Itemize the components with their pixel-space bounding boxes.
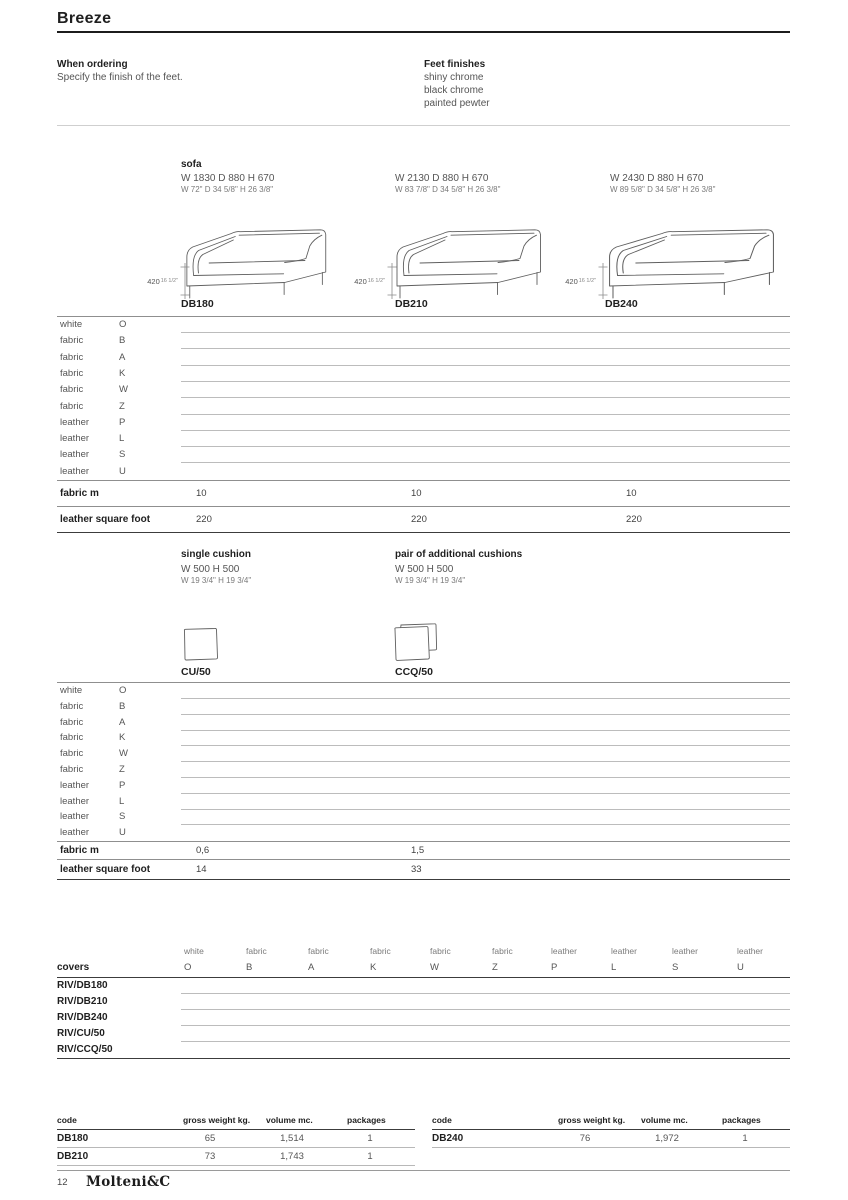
cushion-code: CCQ/50 (395, 666, 433, 678)
col-header-code: code (57, 1115, 77, 1125)
material-row: fabric A (57, 715, 790, 731)
logistics-table-left: code gross weight kg. volume mc. packages DB180 65 1,514 1 DB210 73 1,743 1 (57, 1115, 415, 1165)
material-row: leather U (60, 466, 126, 477)
col-header-gross-weight: gross weight kg. (183, 1115, 251, 1125)
material-row: leather S (57, 447, 790, 463)
sofa-section-title: sofa (181, 159, 202, 170)
cover-col-letter: U (737, 962, 744, 973)
sofa-dim-imperial: W 72" D 34 5/8" H 26 3/8" (181, 185, 274, 194)
cushion-title: pair of additional cushions (395, 549, 523, 560)
material-row: leather P (57, 778, 790, 794)
sofa-drawing (183, 229, 333, 301)
section-divider (57, 125, 790, 126)
brand-logo: Molteni&C (86, 1174, 171, 1190)
col-header-code: code (432, 1115, 452, 1125)
material-row: white O (57, 683, 790, 699)
cover-row: RIV/CCQ/50 (57, 1044, 113, 1055)
cover-row: RIV/DB180 (57, 978, 790, 994)
cover-col-type: fabric (246, 946, 267, 956)
sofa-dim-metric: W 2130 D 880 H 670 (395, 173, 489, 184)
dimension-ibeam-icon (179, 263, 191, 299)
cover-col-type: fabric (370, 946, 391, 956)
cover-col-type: fabric (308, 946, 329, 956)
material-row: leather L (57, 794, 790, 810)
cover-row: RIV/DB210 (57, 994, 790, 1010)
cushion-dim-imperial: W 19 3/4" H 19 3/4" (395, 576, 466, 585)
cover-col-letter: P (551, 962, 558, 973)
sofa-dim-metric: W 2430 D 880 H 670 (610, 173, 704, 184)
material-row: fabric K (57, 366, 790, 382)
cover-col-letter: B (246, 962, 253, 973)
sofa-drawing (393, 229, 548, 301)
height-metric-label: 420 (147, 276, 160, 286)
cover-col-type: leather (672, 946, 698, 956)
material-row: leather S (57, 809, 790, 825)
cover-row: RIV/DB240 (57, 1010, 790, 1026)
material-row: fabric W (57, 746, 790, 762)
model-code: DB180 (181, 298, 214, 310)
sofa-dim-metric: W 1830 D 880 H 670 (181, 173, 275, 184)
height-imperial-label: 16 1/2" (367, 278, 385, 284)
cover-col-type: white (184, 946, 204, 956)
dimension-ibeam-icon (386, 263, 398, 299)
fabric-quantity-row: fabric m 0,6 1,5 (57, 841, 790, 860)
material-row: fabric Z (57, 399, 790, 415)
sofa-dim-imperial: W 89 5/8" D 34 5/8" H 26 3/8" (610, 185, 716, 194)
dimension-ibeam-icon (597, 263, 609, 299)
page-title: Breeze (57, 10, 112, 27)
height-dimension-marker (563, 263, 609, 299)
cover-row: RIV/CU/50 (57, 1026, 790, 1042)
material-row: leather P (57, 415, 790, 431)
covers-label: covers (57, 962, 90, 973)
cushion-dim-metric: W 500 H 500 (181, 564, 240, 575)
col-header-packages: packages (722, 1115, 761, 1125)
logistics-table-right: code gross weight kg. volume mc. packages DB240 76 1,972 1 (432, 1115, 790, 1165)
height-metric-label: 420 (354, 276, 367, 286)
material-row: fabric B (57, 699, 790, 715)
cover-col-type: leather (611, 946, 637, 956)
feet-finish-option: black chrome (424, 85, 484, 96)
feet-finish-option: shiny chrome (424, 72, 484, 83)
feet-finish-option: painted pewter (424, 98, 490, 109)
cover-col-type: leather (737, 946, 763, 956)
material-row: fabric B (57, 333, 790, 349)
cushion-materials-table (57, 682, 790, 880)
cushion-dim-imperial: W 19 3/4" H 19 3/4" (181, 576, 252, 585)
leather-quantity-row: leather square foot 220 220 220 (57, 506, 790, 533)
cover-col-letter: W (430, 962, 439, 973)
cover-col-type: fabric (492, 946, 513, 956)
height-imperial-label: 16 1/2" (160, 278, 178, 284)
ordering-note: Specify the finish of the feet. (57, 72, 183, 83)
material-row: fabric A (57, 350, 790, 366)
cover-col-letter: A (308, 962, 315, 973)
material-row: leather U (60, 827, 126, 838)
cushion-dim-metric: W 500 H 500 (395, 564, 454, 575)
sofa-drawing (605, 229, 782, 301)
material-row: fabric Z (57, 762, 790, 778)
material-row: fabric K (57, 730, 790, 746)
cover-col-letter: L (611, 962, 617, 973)
sofa-dim-imperial: W 83 7/8" D 34 5/8" H 26 3/8" (395, 185, 501, 194)
cushion-title: single cushion (181, 549, 252, 560)
title-rule (57, 31, 790, 33)
cover-col-letter: Z (492, 962, 498, 973)
model-code: DB210 (395, 298, 428, 310)
col-header-gross-weight: gross weight kg. (558, 1115, 626, 1125)
cover-col-type: fabric (430, 946, 451, 956)
cushion-pair-drawing (393, 622, 438, 662)
cover-col-type: leather (551, 946, 577, 956)
col-header-volume: volume mc. (266, 1115, 313, 1125)
height-dimension-marker (352, 263, 398, 299)
leather-quantity-row: leather square foot 14 33 (57, 859, 790, 880)
material-row: leather L (57, 431, 790, 447)
height-metric-label: 420 (565, 276, 578, 286)
height-imperial-label: 16 1/2" (578, 278, 596, 284)
cover-col-letter: O (184, 962, 192, 973)
col-header-packages: packages (347, 1115, 386, 1125)
sofa-materials-table (57, 316, 790, 532)
model-code: DB240 (605, 298, 638, 310)
material-row: fabric W (57, 382, 790, 398)
single-cushion-drawing (182, 627, 219, 661)
footer-rule (57, 1170, 790, 1171)
cover-col-letter: K (370, 962, 377, 973)
height-dimension-marker (145, 263, 191, 299)
page-number: 12 (57, 1177, 68, 1188)
cover-col-letter: S (672, 962, 679, 973)
ordering-title: When ordering (57, 59, 128, 70)
feet-finishes-title: Feet finishes (424, 59, 486, 70)
material-row: white O (57, 317, 790, 333)
cushion-code: CU/50 (181, 666, 211, 678)
col-header-volume: volume mc. (641, 1115, 688, 1125)
fabric-quantity-row: fabric m 10 10 10 (57, 480, 790, 507)
covers-table (57, 946, 790, 1060)
